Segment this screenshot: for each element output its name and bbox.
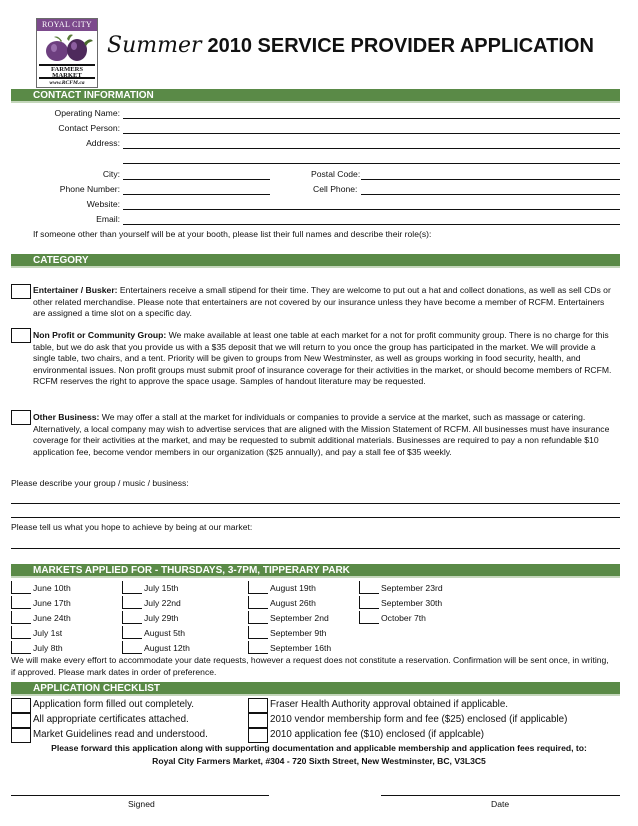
market-date-checkbox[interactable] <box>248 611 268 624</box>
market-date-checkbox[interactable] <box>122 641 142 654</box>
market-date-checkbox[interactable] <box>11 611 31 624</box>
operating-name-label: Operating Name: <box>54 108 120 118</box>
market-date-checkbox[interactable] <box>248 581 268 594</box>
market-date-label: September 9th <box>270 628 327 638</box>
logo-farmers-market <box>39 64 95 79</box>
logo-top-text: ROYAL CITY <box>37 19 97 31</box>
market-date-checkbox[interactable] <box>11 641 31 654</box>
entertainer-description <box>33 285 613 320</box>
nonprofit-checkbox[interactable] <box>11 328 31 343</box>
market-date-label: September 16th <box>270 643 332 653</box>
market-date-checkbox[interactable] <box>11 596 31 609</box>
market-date-label: August 12th <box>144 643 190 653</box>
market-date-checkbox[interactable] <box>122 596 142 609</box>
phone-label: Phone Number: <box>59 184 120 194</box>
address-field-2[interactable] <box>123 163 620 164</box>
market-date-label: June 10th <box>33 583 71 593</box>
market-date-label: August 26th <box>270 598 316 608</box>
checklist-item: Market Guidelines read and understood. <box>33 729 208 740</box>
postal-code-label: Postal Code: <box>311 169 361 179</box>
booth-note: If someone other than yourself will be at your booth, please list their full names and describe their role(s): <box>33 229 432 239</box>
entertainer-text: Entertainers receive a small stipend for their time. They are welcome to put out a hat and collect donations, as well as sell CDs or other related merchandise. Please note that entertainers are not covered by our insurance unless they have become a member of RCFM. Entertainers are assigned a time slot on a specific day. <box>33 285 611 318</box>
city-field[interactable] <box>123 179 270 180</box>
market-date-checkbox[interactable] <box>11 581 31 594</box>
contact-person-field[interactable] <box>123 133 620 134</box>
title-main: 2010 SERVICE PROVIDER APPLICATION <box>207 35 594 57</box>
category-section-header: CATEGORY <box>11 254 620 268</box>
market-date-label: July 1st <box>33 628 63 638</box>
markets-section-header: MARKETS APPLIED FOR - THURSDAYS, 3-7PM, TIPPERARY PARK <box>11 564 620 578</box>
logo-url: www.RCFM.ca <box>49 80 85 86</box>
market-date-checkbox[interactable] <box>122 611 142 624</box>
entertainer-title: Entertainer / Busker: <box>33 285 118 295</box>
market-date-label: August 19th <box>270 583 316 593</box>
postal-code-field[interactable] <box>361 179 620 180</box>
website-field[interactable] <box>123 209 620 210</box>
forward-instructions: Please forward this application along with supporting documentation and applicable membership and application fees required, to: <box>51 743 587 753</box>
market-date-checkbox[interactable] <box>248 596 268 609</box>
cell-phone-label: Cell Phone: <box>313 184 358 194</box>
achieve-label: Please tell us what you hope to achieve by being at our market: <box>11 522 253 532</box>
address-field-1[interactable] <box>123 148 620 149</box>
email-field[interactable] <box>123 224 620 225</box>
vegetable-illustration-icon <box>40 33 94 63</box>
describe-field-2[interactable] <box>11 517 620 518</box>
market-date-label: June 24th <box>33 613 71 623</box>
email-label: Email: <box>96 214 120 224</box>
market-date-label: July 29th <box>144 613 179 623</box>
other-business-text: We may offer a stall at the market for individuals or companies to provide a service at the market, such as massage or catering. Alternatively, a local company may wish to advertise services that are aligned with the Mission Statement of RCFM. All businesses must have insurance coverage for their activities at the market, and may be requested to submit additional materials. Businesses are required to pay a non refundable $10 application fee, become vendor members in our organization ($25 annually), and pay a stall fee of $35 weekly. <box>33 412 610 457</box>
market-date-label: June 17th <box>33 598 71 608</box>
market-date-checkbox[interactable] <box>359 596 379 609</box>
logo-line2: MARKET <box>52 72 82 79</box>
market-date-checkbox[interactable] <box>122 626 142 639</box>
checklist-checkbox[interactable] <box>11 713 31 728</box>
rcfm-logo <box>36 18 98 88</box>
market-date-checkbox[interactable] <box>359 581 379 594</box>
other-business-title: Other Business: <box>33 412 100 422</box>
other-business-description <box>33 412 613 458</box>
checklist-item: 2010 application fee ($10) enclosed (if applcable) <box>270 729 485 740</box>
market-date-label: July 15th <box>144 583 179 593</box>
checklist-item: Fraser Health Authority approval obtained if applicable. <box>270 699 508 710</box>
checklist-item: All appropriate certificates attached. <box>33 714 189 725</box>
checklist-item: Application form filled out completely. <box>33 699 194 710</box>
page-title <box>107 33 594 58</box>
signature-field[interactable] <box>11 795 269 796</box>
checklist-checkbox[interactable] <box>248 728 268 743</box>
address-label: Address: <box>86 138 120 148</box>
entertainer-checkbox[interactable] <box>11 284 31 299</box>
nonprofit-text: We make available at least one table at each market for a not for profit community group. There is no charge for this table, but we do ask that you provide us with a $35 deposit that we will return to you once the group has participated in the market. We will provide a single table, two chairs, and a tent. Priority will be given to groups from New Westminster, as well as groups working in food security, health, and environmental issues. Non profit groups must submit proof of insurance coverage for their activities in the market, or should become members of RCFM. RCFM reserves the right to approve the space usage. Samples of handout literature may be requested. <box>33 330 612 386</box>
market-date-label: October 7th <box>381 613 426 623</box>
title-script: Summer <box>107 33 202 58</box>
market-date-checkbox[interactable] <box>11 626 31 639</box>
checklist-section-header: APPLICATION CHECKLIST <box>11 682 620 696</box>
cell-phone-field[interactable] <box>361 194 620 195</box>
date-label: Date <box>491 799 510 809</box>
market-date-label: September 2nd <box>270 613 329 623</box>
describe-label: Please describe your group / music / business: <box>11 478 189 488</box>
market-date-label: July 22nd <box>144 598 181 608</box>
website-label: Website: <box>86 199 120 209</box>
checklist-item: 2010 vendor membership form and fee ($25) enclosed (if applicable) <box>270 714 568 725</box>
market-date-label: August 5th <box>144 628 186 638</box>
city-label: City: <box>102 169 120 179</box>
nonprofit-description <box>33 330 613 388</box>
phone-field[interactable] <box>123 194 270 195</box>
other-business-checkbox[interactable] <box>11 410 31 425</box>
market-date-checkbox[interactable] <box>359 611 379 624</box>
market-date-label: July 8th <box>33 643 63 653</box>
market-date-label: September 23rd <box>381 583 443 593</box>
date-field[interactable] <box>381 795 620 796</box>
nonprofit-title: Non Profit or Community Group: <box>33 330 167 340</box>
forward-address: Royal City Farmers Market, #304 - 720 Sixth Street, New Westminster, BC, V3L3C5 <box>152 756 486 766</box>
markets-note: We will make every effort to accommodate your date requests, however a request does not constitute a reservation. Confirmation will be sent once, in writing, if approved. Please mark dates in order of preference. <box>11 655 609 677</box>
market-date-label: September 30th <box>381 598 443 608</box>
checklist-checkbox[interactable] <box>248 713 268 728</box>
achieve-field[interactable] <box>11 548 620 549</box>
checklist-checkbox[interactable] <box>248 698 268 713</box>
operating-name-field[interactable] <box>123 118 620 119</box>
describe-field-1[interactable] <box>11 503 620 504</box>
contact-person-label: Contact Person: <box>58 123 120 133</box>
contact-section-header: CONTACT INFORMATION <box>11 89 620 103</box>
logo-line1: FARMERS <box>50 66 84 73</box>
market-date-checkbox[interactable] <box>122 581 142 594</box>
checklist-checkbox[interactable] <box>11 728 31 743</box>
market-date-checkbox[interactable] <box>248 641 268 654</box>
checklist-checkbox[interactable] <box>11 698 31 713</box>
market-date-checkbox[interactable] <box>248 626 268 639</box>
signed-label: Signed <box>128 799 155 809</box>
